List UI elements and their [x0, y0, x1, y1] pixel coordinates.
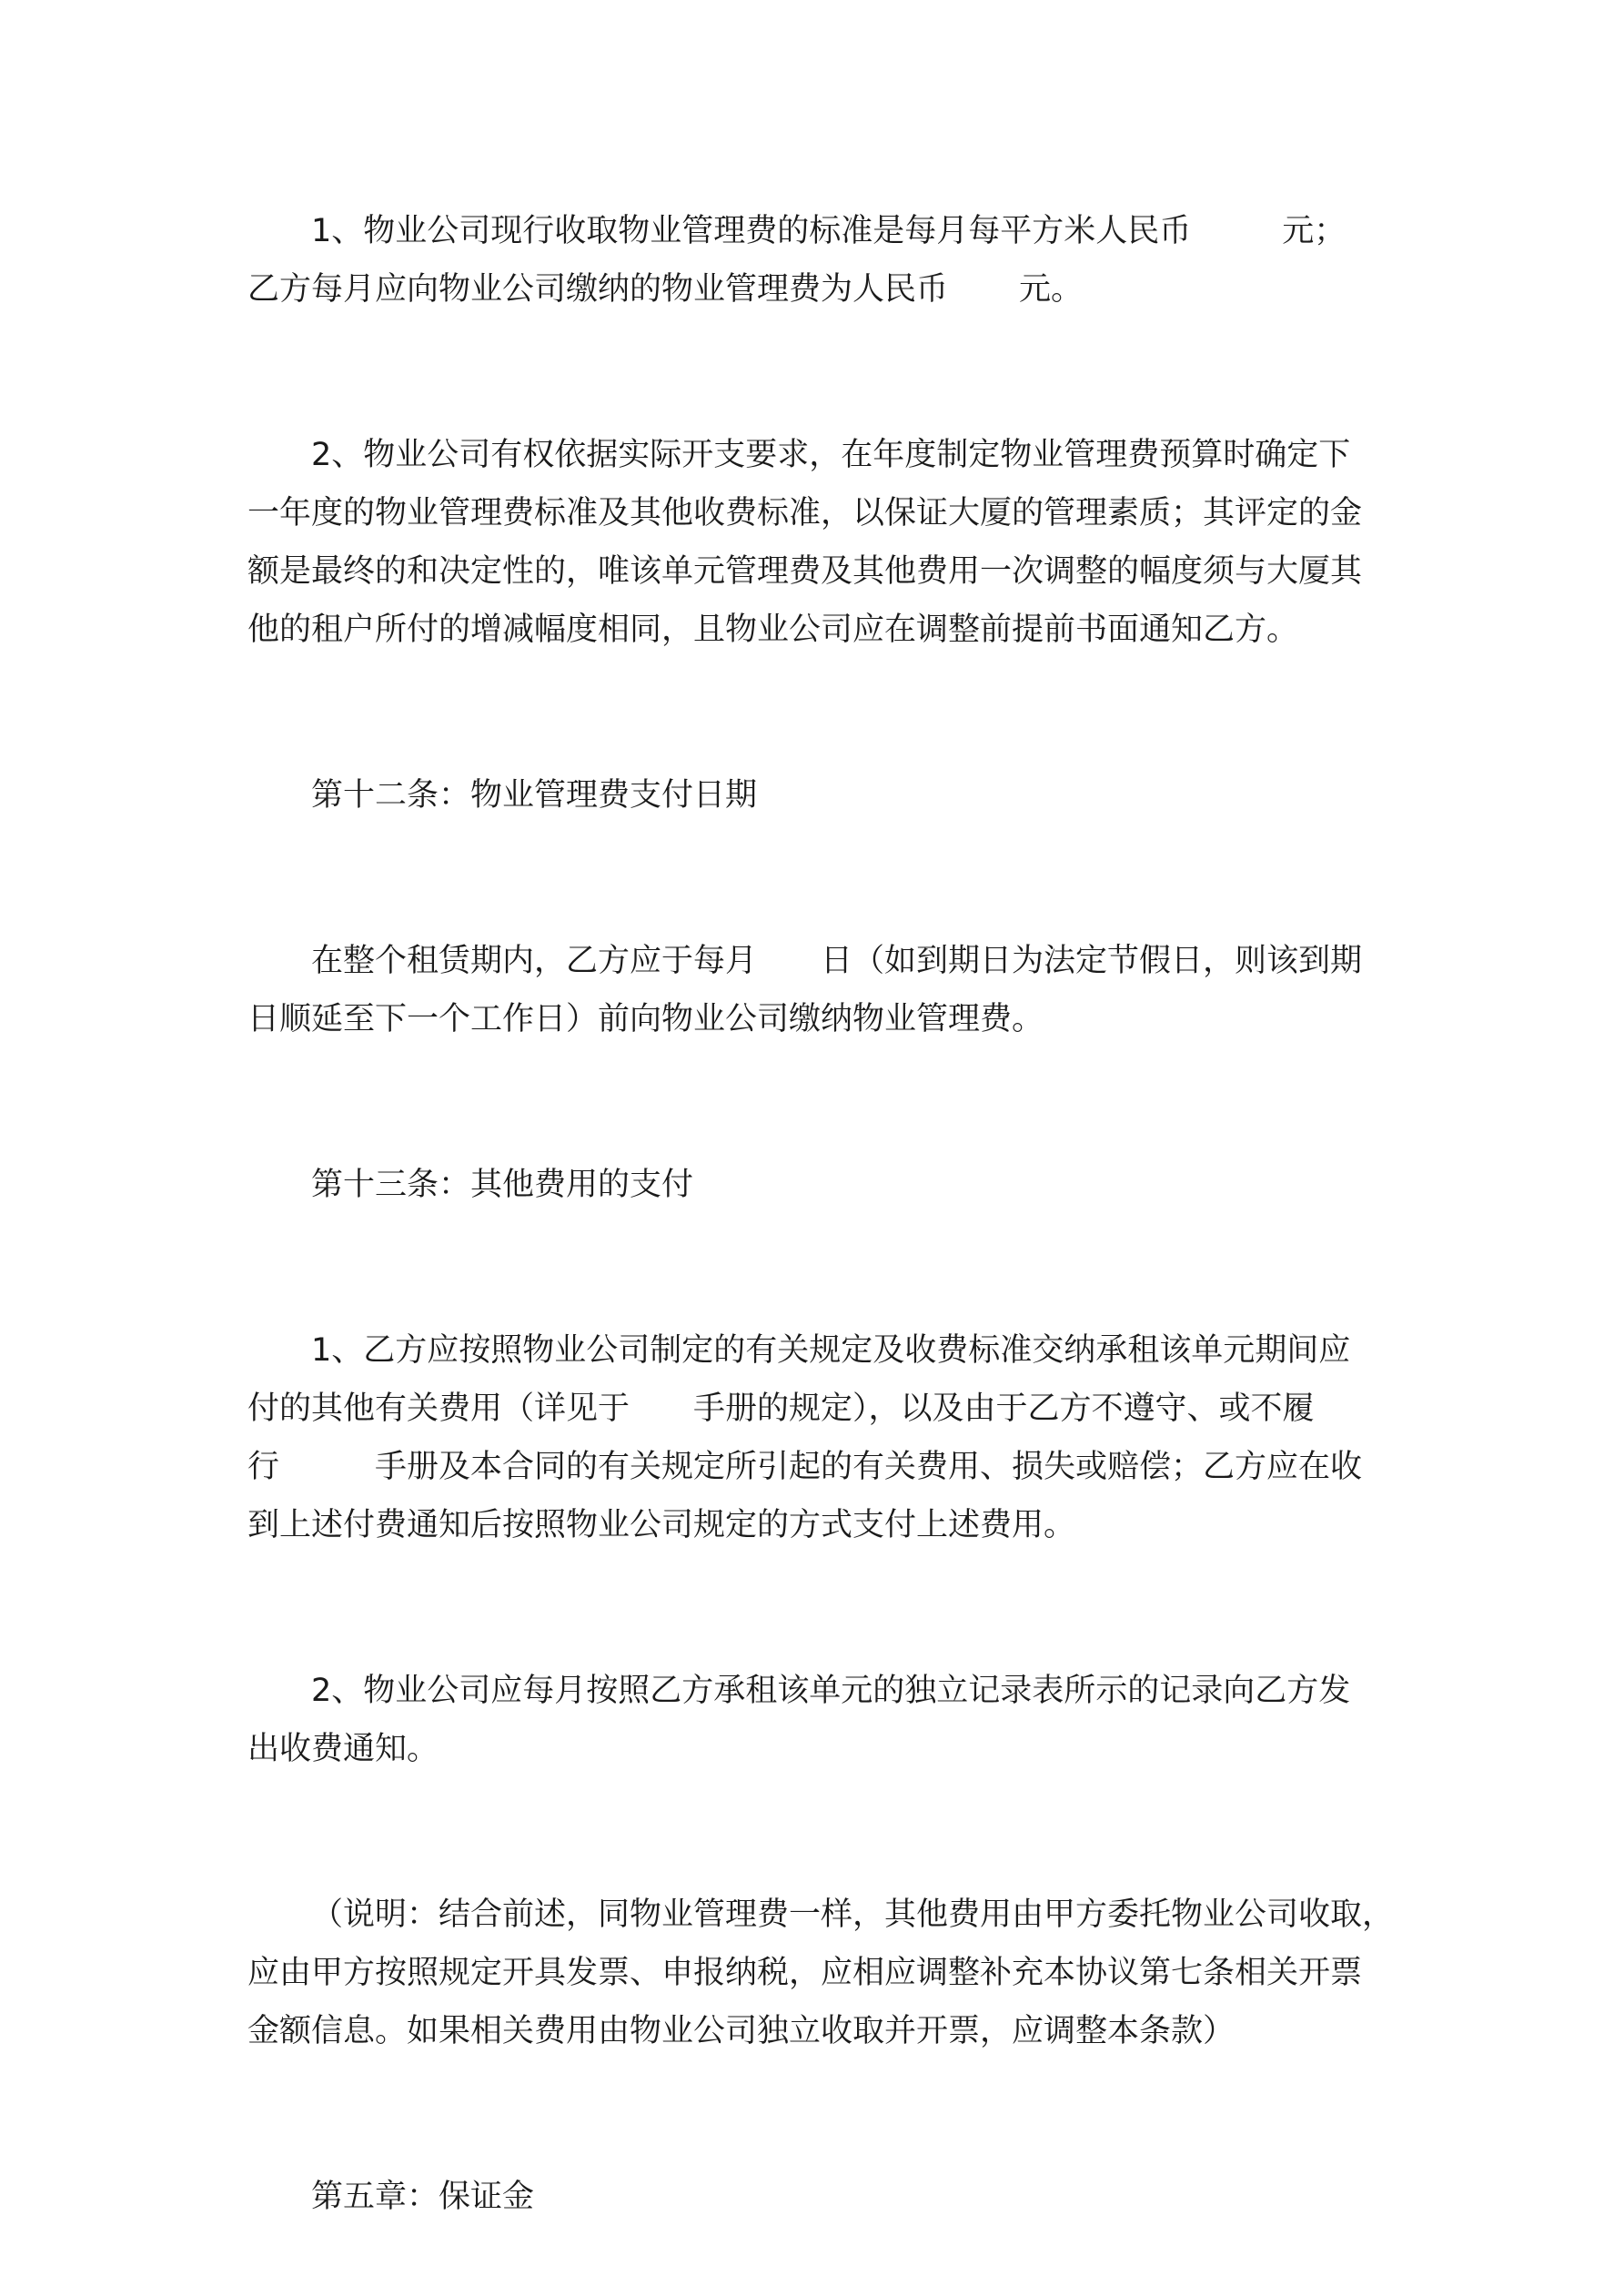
text-line: 出收费通知。: [247, 1731, 439, 1767]
chapter-5-heading: [247, 2168, 1390, 2226]
text-segment: 元；: [1282, 213, 1347, 249]
spacer: [247, 824, 1390, 932]
text-line: [247, 1438, 1390, 1496]
document-page: [247, 202, 1395, 2226]
heading-text: 第五章：保证金: [311, 2179, 535, 2215]
spacer: [247, 1214, 1390, 1321]
spacer: [247, 319, 1390, 426]
text-line: [247, 1380, 1390, 1438]
text-line: 2、物业公司有权依据实际开支要求，在年度制定物业管理费预算时确定下: [311, 437, 1351, 473]
text-segment: 日（如到期日为法定节假日，则该到期: [821, 943, 1363, 979]
text-segment: 元。: [1019, 271, 1084, 308]
text-segment: 行: [247, 1449, 280, 1485]
paragraph-payment-date: [247, 932, 1390, 1048]
text-segment: 手册的规定），以及由于乙方不遵守、或不履: [693, 1391, 1315, 1427]
text-segment: 在整个租赁期内，乙方应于每月: [311, 943, 758, 979]
text-segment: 手册及本合同的有关规定所引起的有关费用、损失或赔偿；乙方应在收: [375, 1449, 1363, 1485]
text-line: 应由甲方按照规定开具发票、申报纳税，应相应调整补充本协议第七条相关开票: [247, 1955, 1363, 1991]
paragraph-fee-notice: [247, 1662, 1390, 1778]
text-line: 到上述付费通知后按照物业公司规定的方式支付上述费用。: [247, 1507, 1076, 1543]
spacer: [247, 1554, 1390, 1662]
article-12-heading: [247, 766, 1390, 824]
paragraph-note: [247, 1886, 1395, 2060]
spacer: [247, 1778, 1390, 1886]
text-segment: 乙方每月应向物业公司缴纳的物业管理费为人民币: [247, 271, 949, 308]
heading-text: 第十三条：其他费用的支付: [311, 1167, 694, 1203]
spacer: [247, 2060, 1390, 2168]
text-segment: 1、物业公司现行收取物业管理费的标准是每月每平方米人民币: [311, 213, 1192, 249]
text-line: 金额信息。如果相关费用由物业公司独立收取并开票，应调整本条款）: [247, 2013, 1236, 2049]
text-line: 额是最终的和决定性的，唯该单元管理费及其他费用一次调整的幅度须与大厦其: [247, 553, 1363, 590]
text-line: 1、乙方应按照物业公司制定的有关规定及收费标准交纳承租该单元期间应: [311, 1332, 1351, 1369]
text-line: [247, 202, 1390, 260]
article-13-heading: [247, 1156, 1390, 1214]
text-line: [247, 932, 1390, 990]
text-line: 一年度的物业管理费标准及其他收费标准，以保证大厦的管理素质；其评定的金: [247, 495, 1363, 531]
paragraph-other-fees: [247, 1321, 1390, 1554]
text-line: [247, 260, 1390, 319]
spacer: [247, 659, 1390, 766]
text-segment: 付的其他有关费用（详见于: [247, 1391, 630, 1427]
paragraph-fee-standard: [247, 202, 1390, 319]
text-line: （说明：结合前述，同物业管理费一样，其他费用由甲方委托物业公司收取，: [311, 1896, 1395, 1933]
paragraph-fee-adjustment: [247, 426, 1390, 659]
text-line: 2、物业公司应每月按照乙方承租该单元的独立记录表所示的记录向乙方发: [311, 1673, 1351, 1709]
text-line: 日顺延至下一个工作日）前向物业公司缴纳物业管理费。: [247, 1001, 1044, 1037]
heading-text: 第十二条：物业管理费支付日期: [311, 777, 758, 814]
spacer: [247, 1048, 1390, 1156]
text-line: 他的租户所付的增减幅度相同，且物业公司应在调整前提前书面通知乙方。: [247, 612, 1299, 648]
